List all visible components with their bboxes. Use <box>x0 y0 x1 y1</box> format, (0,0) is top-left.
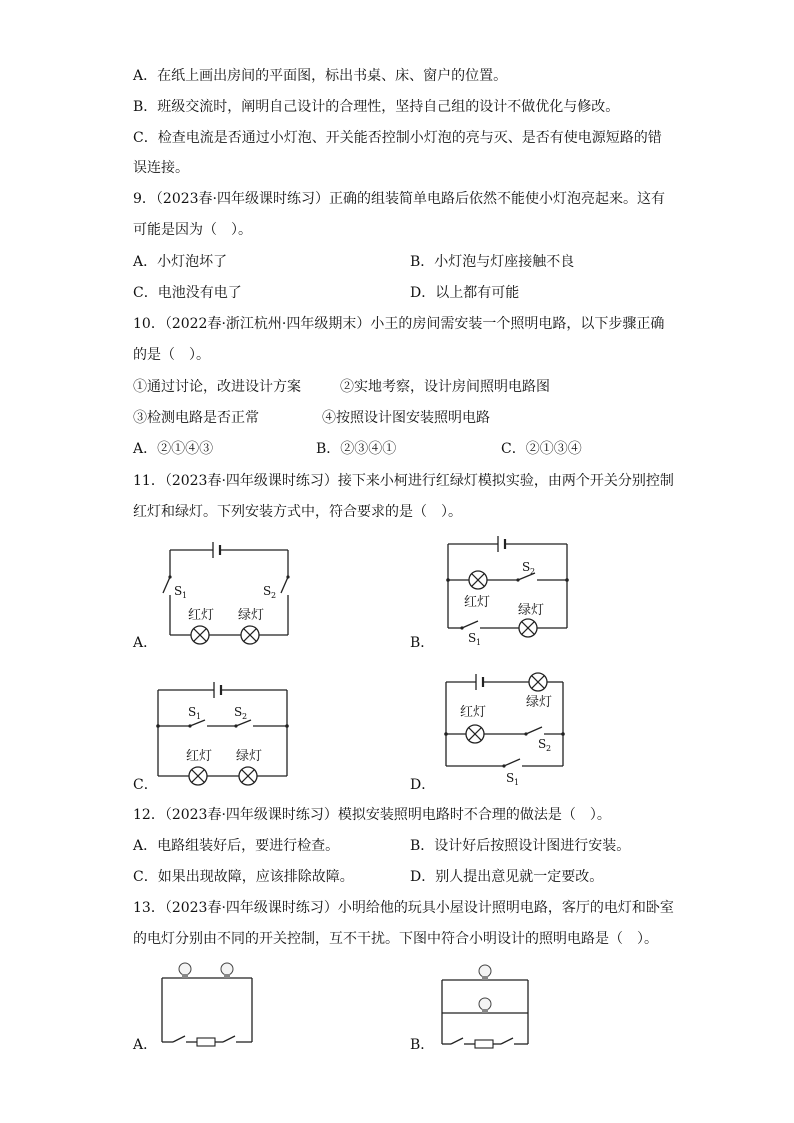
q11-circuit-b <box>440 530 580 645</box>
switch-s2-label: S <box>234 705 243 719</box>
q11-label-c: C． <box>133 777 158 793</box>
red-lamp-label: 红灯 <box>188 608 215 623</box>
switch-s2-label: S <box>538 737 547 751</box>
q13-label-a: A． <box>133 1037 158 1053</box>
q10-option-c: C．②①③④ <box>501 441 582 457</box>
q10-stem-line1: 10．（2022春·浙江杭州·四年级期末）小王的房间需安装一个照明电路，以下步骤正确 <box>133 316 665 332</box>
q12-option-a: A．电路组装好后，要进行检查。 <box>133 838 340 854</box>
red-lamp-label: 红灯 <box>186 749 213 764</box>
q9-option-b: B．小灯泡与灯座接触不良 <box>410 254 575 270</box>
switch-lever <box>173 1036 185 1042</box>
q9-option-c: C．电池没有电了 <box>133 285 242 301</box>
svg-text:1: 1 <box>182 591 188 600</box>
green-lamp-label: 绿灯 <box>518 603 545 618</box>
q11-label-b: B． <box>410 635 435 651</box>
green-lamp-label: 绿灯 <box>236 749 263 764</box>
switch-s1-label: S <box>468 631 477 645</box>
switch-s1-lever <box>163 577 170 593</box>
switch-s1-label: S <box>506 771 515 785</box>
switch-s1-label: S <box>174 584 183 598</box>
q10-step-3: ③检测电路是否正常 <box>133 410 259 426</box>
q9-stem-line2: 可能是因为（ ）。 <box>133 222 252 238</box>
q8-option-c-line1: C．检查电流是否通过小灯泡、开关能否控制小灯泡的亮与灭、是否有使电源短路的错 <box>133 130 662 146</box>
q9-stem-line1: 9．（2023春·四年级课时练习）正确的组装简单电路后依然不能使小灯泡亮起来。这有 <box>133 191 665 207</box>
q10-option-b: B．②③④① <box>316 441 397 457</box>
battery-icon <box>197 1038 215 1046</box>
q10-option-a: A．②①④③ <box>133 441 214 457</box>
q13-label-b: B． <box>410 1037 435 1053</box>
q11-label-d: D． <box>410 777 436 793</box>
q8-option-b: B．班级交流时，阐明自己设计的合理性，坚持自己组的设计不做优化与修改。 <box>133 99 620 115</box>
q11-stem-line2: 红灯和绿灯。下列安装方式中，符合要求的是（ ）。 <box>133 504 462 520</box>
q11-label-a: A． <box>133 635 158 651</box>
svg-text:2: 2 <box>271 591 277 600</box>
red-lamp-label: 红灯 <box>464 595 491 610</box>
q11-circuit-d <box>438 668 588 793</box>
q12-option-c: C．如果出现故障，应该排除故障。 <box>133 869 354 885</box>
q13-stem-line2: 的电灯分别由不同的开关控制，互不干扰。下图中符合小明设计的照明电路是（ ）。 <box>133 931 658 947</box>
bulb-icon <box>221 963 233 978</box>
q10-step-1: ①通过讨论，改进设计方案 <box>133 379 301 395</box>
battery-icon <box>475 1040 493 1048</box>
q11-circuit-c <box>150 676 300 791</box>
q10-stem-line2: 的是（ ）。 <box>133 347 210 363</box>
svg-text:2: 2 <box>242 712 248 721</box>
switch-s1-lever <box>462 621 478 628</box>
q13-circuit-a <box>155 958 260 1050</box>
q8-option-c-line2: 误连接。 <box>133 160 189 176</box>
q12-option-d: D．别人提出意见就一定要改。 <box>410 869 604 885</box>
green-lamp-label: 绿灯 <box>526 695 553 710</box>
svg-text:2: 2 <box>530 567 536 576</box>
q12-option-b: B．设计好后按照设计图进行安装。 <box>410 838 631 854</box>
svg-text:2: 2 <box>546 744 552 753</box>
q10-step-4: ④按照设计图安装照明电路 <box>322 410 490 426</box>
switch-s2-lever <box>281 577 288 593</box>
switch-lever <box>223 1036 235 1042</box>
q13-stem-line1: 13．（2023春·四年级课时练习）小明给他的玩具小屋设计照明电路，客厅的电灯和卧室 <box>133 900 674 916</box>
switch-s1-label: S <box>188 705 197 719</box>
switch-s2-label: S <box>263 584 272 598</box>
svg-text:1: 1 <box>476 638 482 647</box>
svg-text:1: 1 <box>514 778 520 787</box>
q13-circuit-b <box>435 960 535 1052</box>
q11-stem-line1: 11．（2023春·四年级课时练习）接下来小柯进行红绿灯模拟实验，由两个开关分别控制 <box>133 473 674 489</box>
bulb-icon <box>479 998 491 1013</box>
switch-lever <box>501 1038 513 1044</box>
q11-circuit-a <box>150 535 300 650</box>
switch-lever <box>451 1038 463 1044</box>
switch-s1-lever <box>504 759 520 766</box>
bulb-icon <box>179 963 191 978</box>
q12-stem: 12．（2023春·四年级课时练习）模拟安装照明电路时不合理的做法是（ ）。 <box>133 807 611 823</box>
bulb-icon <box>479 965 491 980</box>
q10-step-2: ②实地考察，设计房间照明电路图 <box>340 379 550 395</box>
svg-text:1: 1 <box>196 712 202 721</box>
q8-option-a: A．在纸上画出房间的平面图，标出书桌、床、窗户的位置。 <box>133 68 508 84</box>
q9-option-d: D．以上都有可能 <box>410 285 520 301</box>
q9-option-a: A．小灯泡坏了 <box>133 254 228 270</box>
switch-s2-label: S <box>522 560 531 574</box>
green-lamp-label: 绿灯 <box>238 608 265 623</box>
switch-s2-lever <box>526 727 542 734</box>
red-lamp-label: 红灯 <box>460 705 487 720</box>
